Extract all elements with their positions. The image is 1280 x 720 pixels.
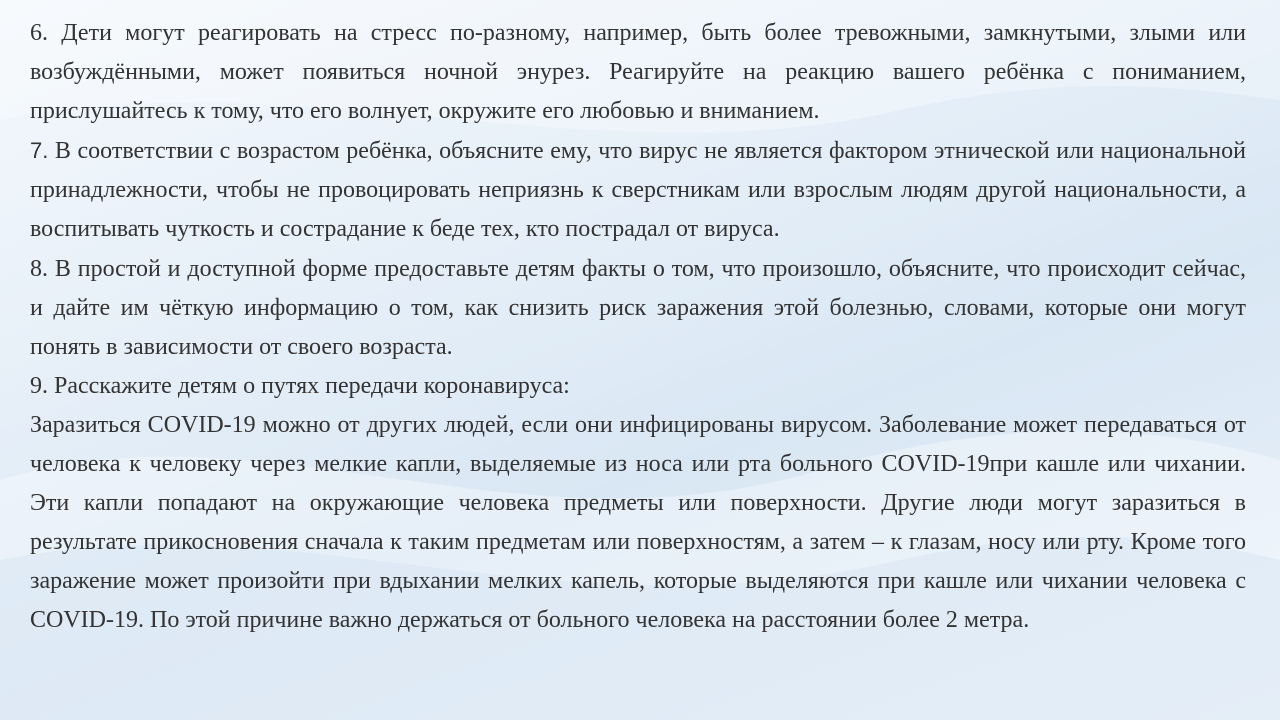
paragraph-text: Дети могут реагировать на стресс по-разному, например, быть более тревожными, замкнутыми, злыми или возбуждёнными, может появиться ночной энурез. Реагируйте на реакцию вашего ребёнка с пониманием, прислушайтесь к тому, что его волнует, окружите его любовью и вниманием. [30,20,1246,125]
paragraph-7 [30,131,1246,249]
paragraph-text: Расскажите детям о путях передачи коронавируса: [54,372,570,399]
paragraph-text: В соответствии с возрастом ребёнка, объясните ему, что вирус не является фактором этнической или национальной принадлежности, чтобы не провоцировать неприязнь к сверстникам или взрослым людям другой национальности, а воспитывать чуткость и сострадание к беде тех, кто пострадал от вируса. [30,138,1246,243]
paragraph-9 [30,367,1246,406]
paragraph-number: 8. [30,255,48,282]
paragraph-number: 6. [30,20,48,46]
paragraph-number: 7. [30,138,49,164]
paragraph-number: 9. [30,372,48,399]
paragraph-6 [30,14,1246,131]
slide-text-body [30,14,1246,641]
paragraph-text: В простой и доступной форме предоставьте детям факты о том, что произошло, объясните, что происходит сейчас, и дайте им чёткую информацию о том, как снизить риск заражения этой болезнью, словами, которые они могут понять в зависимости от своего возраста. [30,255,1247,360]
paragraph-8 [30,250,1246,367]
covid-transmission-paragraph: Заразиться COVID-19 можно от других людей, если они инфицированы вирусом. Заболевание может передаваться от человека к человеку через мелкие капли, выделяемые из носа или рта больного COVID-19при кашле или чихании. Эти капли попадают на окружающие человека предметы или поверхности. Другие люди могут заразиться в результате прикосновения сначала к таким предметам или поверхностям, а затем – к глазам, носу или рту. Кроме того заражение может произойти при вдыхании мелких капель, которые выделяются при кашле или чихании человека с COVID-19. По этой причине важно держаться от больного человека на расстоянии более 2 метра. [30,411,1246,634]
